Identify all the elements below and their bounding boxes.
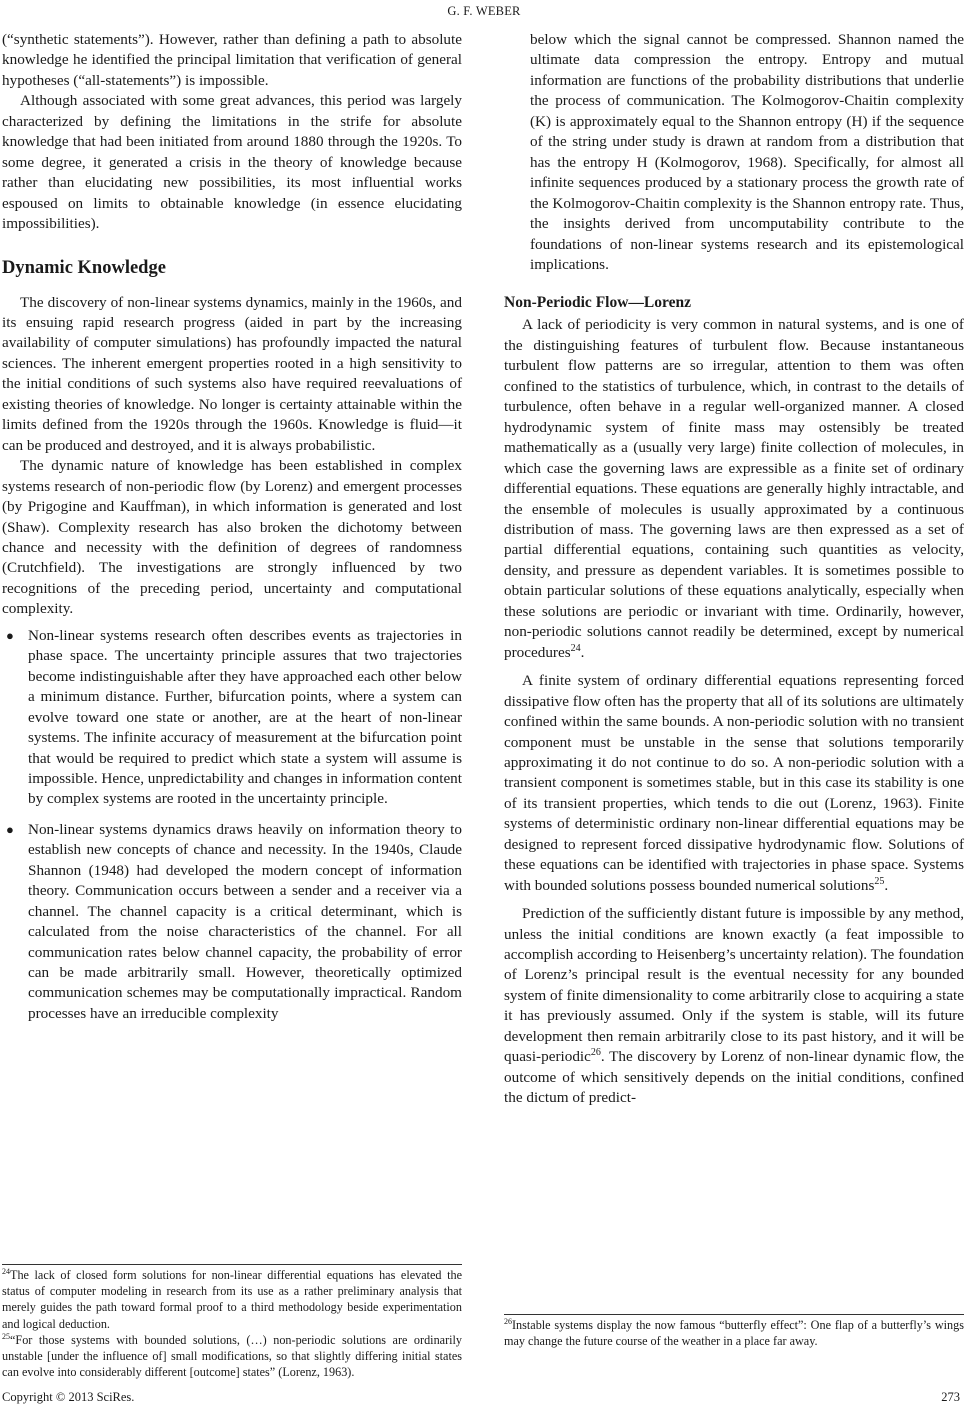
paragraph-punct: . (884, 876, 889, 894)
footnote-rule (504, 1314, 964, 1315)
paragraph (504, 315, 964, 663)
paragraph: Although associated with some great advances, this period was largely characterized by defining the limitations in the strife for absolute knowledge that had been initiated from around 1880 through the 1920s. To some degree, it generated a crisis in the theory of knowledge because rather than elucidating new possibilities, its most influential works espoused on limits to obtainable knowledge (in essence elucidating impossibilities). (2, 92, 462, 233)
section-heading: Dynamic Knowledge (2, 257, 166, 278)
bullet-text: Non-linear systems research often describes events as trajectories in phase space. The uncertainty principle assures that two trajectories become indistinguishable after they have approached each other below a minimum distance. Further, bifurcation points, where a system can evolve toward one state or another, are at the heart of non-linear systems. The infinite accuracy of measurement at the bifurcation point that would be required to predict which state a system will assume is impossible. Hence, unpredictability and changes in information content by complex systems are rooted in the uncertainty principle. (28, 626, 462, 808)
paragraph-text: Prediction of the sufficiently distant future is impossible by any method, unless the initial conditions are known exactly (a feat impossible to accomplish according to Heisenberg’s uncertainty relation). The foundation of Lorenz’s principal result is the eventual necessity for any bounded system of finite dimensionality to come arbitrarily close to acquiring a state it has previously assumed. Only if the system is stable, will its future development then remain arbitrarily close to its past history, and it will be quasi-periodic (504, 905, 964, 1066)
footnotes-left (2, 1264, 462, 1380)
copyright-notice: Copyright © 2013 SciRes. (2, 1390, 135, 1404)
footnote-rule (2, 1264, 462, 1265)
list-item (2, 820, 462, 1025)
list-item (2, 626, 462, 810)
bullet-list (2, 626, 462, 1025)
paragraph: The discovery of non-linear systems dynamics, mainly in the 1960s, and its ensuing rapid research progress (aided in part by the increasing availability of computer simulations) has profoundly impacted the natural sciences. The inherent emergent properties rooted in a high sensitivity to the initial conditions of such systems also have required reevaluations of existing theories of knowledge. No longer is certainty attainable within the limits defined from the 1920s through the 1960s. Knowledge is fluid—it can be produced and destroyed, and it is always probabilistic. (2, 293, 462, 454)
page-number: 273 (941, 1390, 960, 1404)
footnote (2, 1332, 462, 1381)
bullet-text: Non-linear systems dynamics draws heavily on information theory to establish new concepts of chance and necessity. In the 1940s, Claude Shannon (1948) had developed the modern concept of information theory. Communication occurs between a sender and a receiver via a channel. The channel capacity is a critical determinant, which is calculated from the noise characteristics of the channel. For all communication rates below channel capacity, the probability of error can be made arbitrarily small. However, theoretically optimized communication schemes may be computationally impractical. Random processes have an irreducible complexity (28, 820, 462, 1022)
bullet-continuation: below which the signal cannot be compressed. Shannon named the ultimate data compression the entropy. Entropy and mutual information are functions of the probability distributions that underlie the process of communication. The Kolmogorov-Chaitin complexity (K) is approximately equal to the Shannon entropy (H) if the sequence of the string under study is drawn at random from a distribution that has the entropy H (Kolmogorov, 1968). Specifically, for almost all infinite sequences produced by a stationary process the growth rate of the Kolmogorov-Chaitin complexity is the Shannon entropy rate. Thus, the insights derived from uncomputability contribute to the foundations of non-linear systems research and its epistemological implications. (530, 31, 964, 273)
left-column (2, 30, 462, 1034)
footnote-ref: 26 (590, 1047, 601, 1059)
footnote (504, 1317, 964, 1349)
footnote-ref: 24 (570, 642, 581, 654)
paragraph: The dynamic nature of knowledge has been established in complex systems research of non-periodic flow (by Lorenz) and emergent processes (by Prigogine and Kauffman), in which information is generated and lost (Shaw). Complexity research has also broken the dichotomy between chance and necessity with the definition of degrees of randomness (Crutchfield). The investigations are strongly influenced by two recognitions of the preceding period, uncertainty and computational complexity. (2, 457, 462, 618)
paragraph-punct: . (580, 643, 585, 661)
footnotes-right (504, 1314, 964, 1349)
bullet-icon: ● (6, 627, 14, 643)
running-head: G. F. WEBER (447, 4, 521, 18)
footnote-ref: 25 (874, 875, 885, 887)
paragraph (504, 671, 964, 896)
paragraph-text: A finite system of ordinary differential equations representing forced dissipative flow often has the property that all of its solutions are ultimately confined within the same bounds. A non-periodic solution with no transient component must be unstable in the sense that solutions temporarily approximating it do not continue to do so. A non-periodic solution with a transient component is sometimes stable, but in this case its stability is one of its transient properties, which tends to die out (Lorenz, 1963). Finite systems of deterministic ordinary non-linear differential equations may be designed to represent forced dissipative hydrodynamic flow. Solutions of these equations can be identified with trajectories in phase space. Systems with bounded solutions possess bounded numerical solutions (504, 672, 964, 894)
footnote-text: Instable systems display the now famous “butterfly effect”: One flap of a butterfly’s wings may change the future course of the weather in a place far away. (504, 1318, 964, 1349)
footnote-number: 24 (2, 1266, 10, 1276)
paragraph: (“synthetic statements”). However, rather than defining a path to absolute knowledge he identified the principal limitation that verification of general hypotheses (“all-statements”) is impossible. (2, 31, 462, 89)
footnote-text: The lack of closed form solutions for non-linear differential equations has elevated the status of computer modeling in research from its use as a rather preliminary analysis that merely guides the path toward formal proof to a third methodology beside experimentation and logical deduction. (2, 1268, 462, 1331)
footnote-number: 25 (2, 1331, 10, 1341)
subsection-heading: Non-Periodic Flow—Lorenz (504, 294, 691, 312)
footnote (2, 1267, 462, 1332)
bullet-icon: ● (6, 821, 14, 837)
right-column (504, 30, 964, 1109)
footnote-text: “For those systems with bounded solutions, (…) non-periodic solutions are ordinarily unstable [under the influence of] small modifications, so that slightly differing initial states can evolve into considerably different [outcome] states” (Lorenz, 1963). (2, 1332, 462, 1380)
footnote-number: 26 (504, 1316, 512, 1326)
paragraph-text: . The discovery by Lorenz of non-linear dynamic flow, the outcome of which sensitively depends on the initial conditions, confined the dictum of predict- (504, 1048, 964, 1107)
paragraph-text: A lack of periodicity is very common in natural systems, and is one of the distinguishing features of turbulent flow. Because instantaneous turbulent flow patterns are so irregular, attention to them was often confined to the statistics of turbulence, which, in contrast to the details of turbulence, often behave in a regular well-organized manner. A closed hydrodynamic system of finite mass may ostensibly be treated mathematically as a (usually very large) finite collection of molecules, in which case the governing laws are expressible as a finite set of ordinary differential equations. These equations are generally highly intractable, and the ensemble of molecules is usually approximated by a continuous distribution of mass. The governing laws are then expressed as a set of partial differential equations, containing such quantities as velocity, density, and pressure as dependent variables. It is sometimes possible to obtain particular solutions of these equations analytically, especially when these solutions are periodic or invariant with time. Ordinarily, however, non-periodic solutions cannot readily be determined, except by numerical procedures (504, 316, 964, 661)
paragraph (504, 904, 964, 1109)
